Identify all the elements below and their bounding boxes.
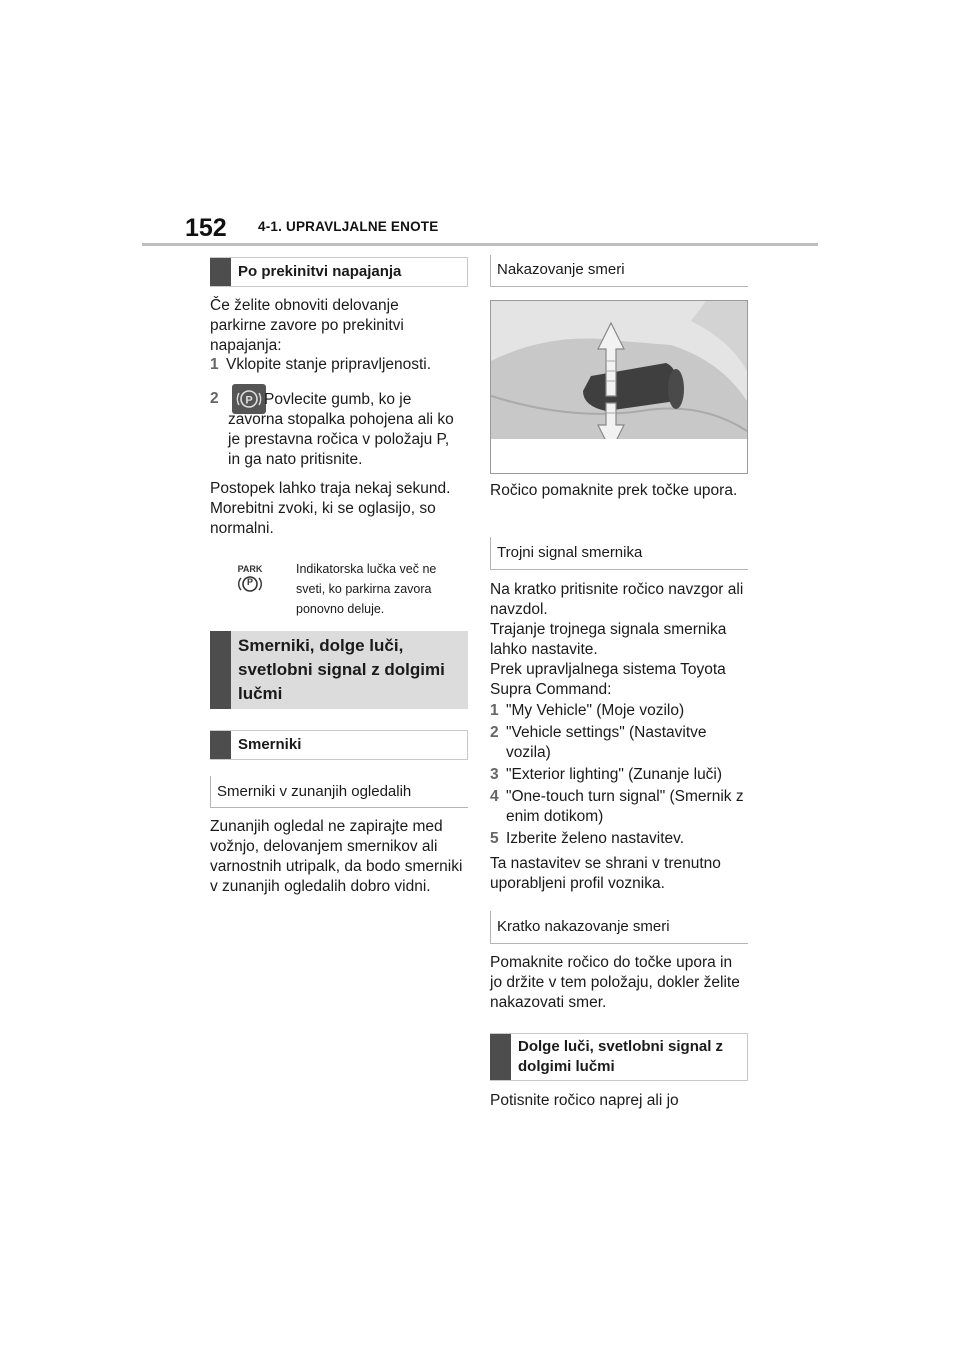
step-text: Izberite želeno nastavitev. bbox=[506, 830, 685, 847]
step-number: 1 bbox=[210, 356, 219, 373]
step-text: "Vehicle settings" (Nastavitve vozila) bbox=[506, 724, 707, 761]
subheading-triple-signal: Trojni signal smernika bbox=[490, 537, 748, 570]
paragraph-mirrors: Zunanjih ogledal ne zapirajte med vožnjo, delovanjem smernikov ali varnostnih utripalk, da bodo smerniki v zunanjih ogledalih dobro vidni. bbox=[210, 818, 463, 895]
list-item bbox=[490, 723, 748, 763]
step-number: 2 bbox=[210, 390, 219, 407]
indicator-note: Indikatorska lučka več ne sveti, ko parkirna zavora ponovno deluje. bbox=[296, 561, 437, 616]
paragraph-press-lever: Na kratko pritisnite ročico navzgor ali navzdol. bbox=[490, 581, 744, 618]
lever-illustration bbox=[490, 300, 748, 474]
heading-box-high-beams bbox=[490, 1033, 748, 1081]
step-text: Vklopite stanje pripravljenosti. bbox=[226, 356, 432, 373]
heading-bar bbox=[210, 631, 231, 709]
heading-title: Smerniki bbox=[238, 736, 302, 753]
heading-title: Po prekinitvi napajanja bbox=[238, 263, 402, 280]
svg-text:P: P bbox=[245, 394, 253, 407]
heading-bar bbox=[490, 1034, 511, 1080]
list-item bbox=[490, 829, 748, 849]
step-text: "Exterior lighting" (Zunanje luči) bbox=[506, 766, 723, 783]
intro-paragraph: Če želite obnoviti delovanje parkirne zavore po prekinitvi napajanja: bbox=[210, 297, 404, 354]
heading-bar bbox=[210, 258, 231, 286]
page-number: 152 bbox=[185, 214, 227, 242]
paragraph-duration: Postopek lahko traja nekaj sekund. Morebitni zvoki, ki se oglasijo, so normalni. bbox=[210, 480, 451, 537]
heading-bar bbox=[210, 731, 231, 759]
step-1 bbox=[210, 355, 468, 375]
paragraph-duration-setting: Trajanje trojnega signala smernika lahko nastavite. bbox=[490, 621, 727, 658]
paragraph-via-system: Prek upravljalnega sistema Toyota Supra Command: bbox=[490, 661, 726, 698]
heading-box-smerniki bbox=[210, 730, 468, 760]
park-indicator-icon bbox=[234, 564, 266, 594]
heading-box-power-interruption bbox=[210, 257, 468, 287]
step-number: 3 bbox=[490, 766, 499, 783]
heading-title: Smerniki, dolge luči, svetlobni signal z dolgimi lučmi bbox=[238, 636, 445, 703]
list-item bbox=[490, 787, 748, 827]
paragraph-move-lever: Ročico pomaknite prek točke upora. bbox=[490, 482, 738, 499]
step-number: 2 bbox=[490, 724, 499, 741]
step-2-text: Povlecite gumb, ko je zavorna stopalka pohojena ali ko je prestavna ročica v položaju P, in ga nato pritisnite. bbox=[228, 391, 454, 468]
park-icon-label: PARK bbox=[237, 564, 263, 574]
header-divider bbox=[142, 243, 818, 246]
step-text: "One-touch turn signal" (Smernik z enim dotikom) bbox=[506, 788, 744, 825]
step-number: 5 bbox=[490, 830, 499, 847]
subheading-turn-indication: Nakazovanje smeri bbox=[490, 255, 748, 287]
section-title: 4-1. UPRAVLJALNE ENOTE bbox=[258, 219, 439, 234]
paragraph-push-lever: Potisnite ročico naprej ali jo bbox=[490, 1092, 679, 1109]
subheading-mirror-signals: Smerniki v zunanjih ogledalih bbox=[210, 776, 468, 808]
step-number: 1 bbox=[490, 702, 499, 719]
paragraph-hold-lever: Pomaknite ročico do točke upora in jo držite v tem položaju, dokler želite nakazovati smer. bbox=[490, 954, 740, 1011]
paragraph-profile: Ta nastavitev se shrani v trenutno uporabljeni profil voznika. bbox=[490, 855, 721, 892]
list-item bbox=[490, 765, 748, 785]
heading-box-turn-signals bbox=[210, 631, 468, 709]
park-icon-letter: P bbox=[246, 577, 253, 587]
heading-title: Dolge luči, svetlobni signal z dolgimi lučmi bbox=[518, 1038, 724, 1075]
list-item bbox=[490, 701, 748, 721]
subheading-short-indication: Kratko nakazovanje smeri bbox=[490, 911, 748, 944]
step-number: 4 bbox=[490, 788, 499, 805]
step-text: "My Vehicle" (Moje vozilo) bbox=[506, 702, 685, 719]
settings-steps-list bbox=[490, 701, 748, 849]
